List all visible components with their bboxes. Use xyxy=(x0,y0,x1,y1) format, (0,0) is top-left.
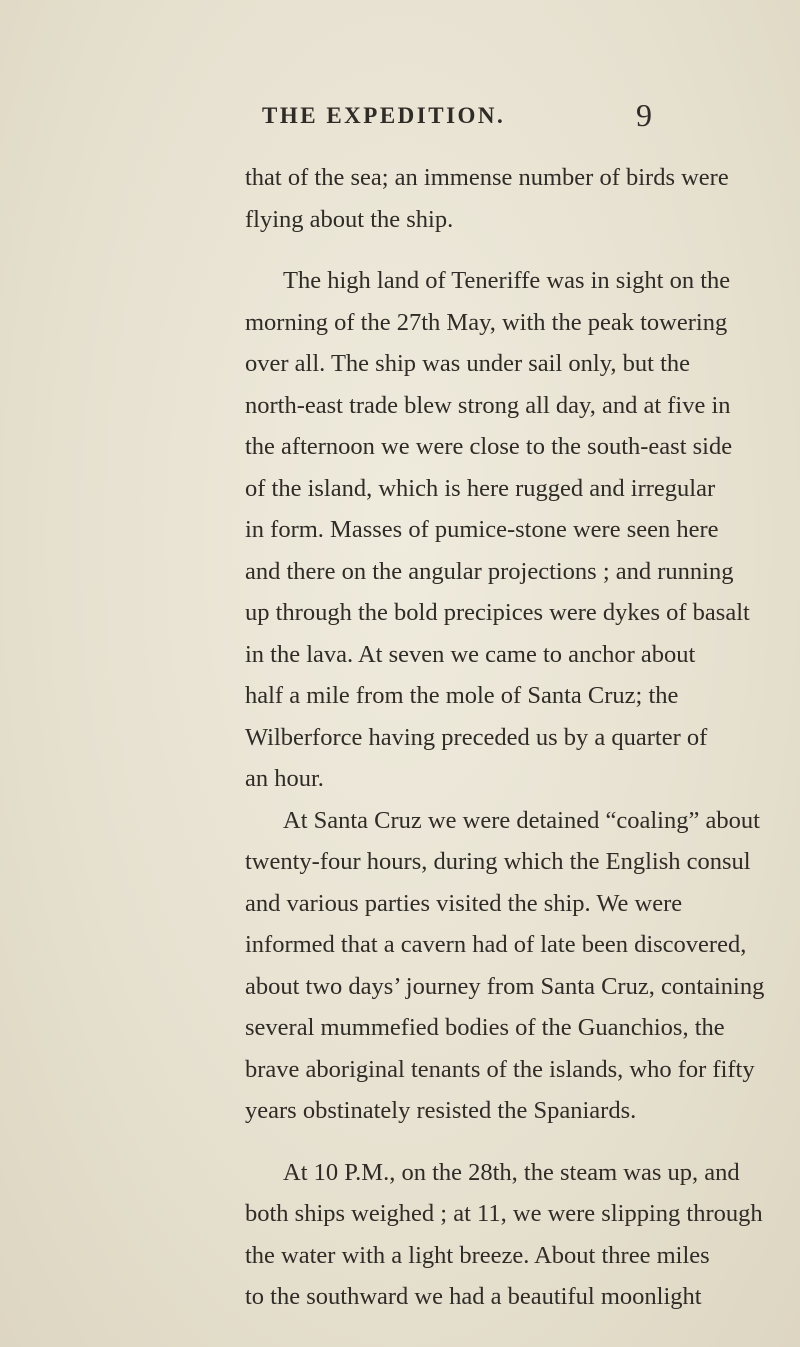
text-line: and there on the angular projections ; and running xyxy=(245,557,734,585)
page-number: 9 xyxy=(636,97,652,133)
page-header xyxy=(0,97,800,137)
text-line: At Santa Cruz we were detained “coaling” about xyxy=(283,806,760,834)
text-line: over all. The ship was under sail only, but the xyxy=(245,350,690,377)
text-line: several mummefied bodies of the Guanchios, the xyxy=(245,1014,725,1041)
text-line: to the southward we had a beautiful moonlight xyxy=(245,1283,702,1310)
running-title: THE EXPEDITION. xyxy=(262,103,506,128)
text-line: half a mile from the mole of Santa Cruz; the xyxy=(245,682,679,709)
text-line: morning of the 27th May, with the peak towering xyxy=(245,308,728,336)
text-line: brave aboriginal tenants of the islands, who for fifty xyxy=(245,1055,755,1083)
text-line: twenty-four hours, during which the English consul xyxy=(245,848,751,875)
text-line: that of the sea; an immense number of birds were xyxy=(245,164,729,191)
text-line: informed that a cavern had of late been discovered, xyxy=(245,931,747,958)
text-line: Wilberforce having preceded us by a quarter of xyxy=(245,723,708,751)
text-line: flying about the ship. xyxy=(245,205,454,233)
text-line: north-east trade blew strong all day, and at five in xyxy=(245,391,731,419)
text-line: of the island, which is here rugged and irregular xyxy=(245,474,716,502)
text-line: up through the bold precipices were dykes of basalt xyxy=(245,599,750,626)
text-line: and various parties visited the ship. We were xyxy=(245,889,683,917)
paragraph xyxy=(245,1152,763,1318)
paragraph xyxy=(245,260,750,800)
text-line: in the lava. At seven we came to anchor about xyxy=(245,640,696,668)
text-line: At 10 P.M., on the 28th, the steam was up, and xyxy=(283,1158,740,1186)
body-text xyxy=(245,157,765,1318)
text-line: about two days’ journey from Santa Cruz, containing xyxy=(245,972,765,1000)
text-line: the water with a light breeze. About three miles xyxy=(245,1241,710,1269)
text-line: years obstinately resisted the Spaniards. xyxy=(245,1097,637,1124)
text-line: the afternoon we were close to the south-east side xyxy=(245,433,733,460)
text-line: both ships weighed ; at 11, we were slipping through xyxy=(245,1200,763,1227)
paragraph xyxy=(245,800,765,1132)
paragraph xyxy=(245,157,729,240)
text-line: The high land of Teneriffe was in sight on the xyxy=(283,267,731,294)
text-line: in form. Masses of pumice-stone were seen here xyxy=(245,516,719,543)
text-line: an hour. xyxy=(245,765,324,792)
